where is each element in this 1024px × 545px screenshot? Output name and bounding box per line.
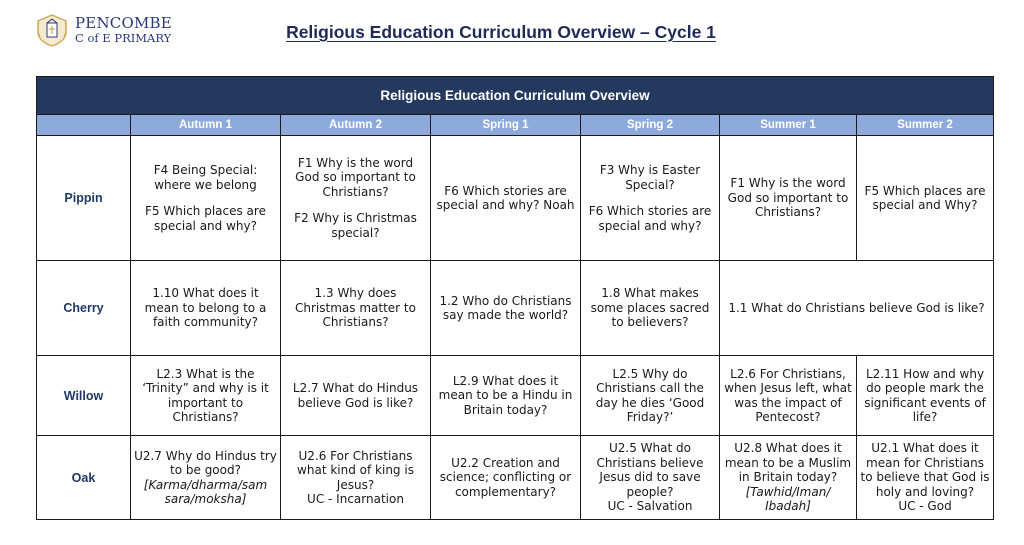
table-row-pippin [37,136,994,261]
term-summer-1: Summer 1 [720,115,857,136]
table-header: Religious Education Curriculum Overview [37,77,994,115]
cell-cherry-autumn-2: 1.3 Why does Christmas matter to Christians? [281,261,431,356]
term-autumn-1: Autumn 1 [131,115,281,136]
school-subtitle: C of E PRIMARY [75,30,172,45]
cell-cherry-summer: 1.1 What do Christians believe God is like? [720,261,994,356]
cell-willow-summer-2: L2.11 How and why do people mark the significant events of life? [857,356,994,436]
term-spring-1: Spring 1 [431,115,581,136]
class-name-oak: Oak [37,436,131,520]
class-name-pippin: Pippin [37,136,131,261]
table-row-willow [37,356,994,436]
cell-oak-spring-1: U2.2 Creation and science; conflicting or complementary? [431,436,581,520]
term-summer-2: Summer 2 [857,115,994,136]
cell-willow-autumn-1: L2.3 What is the ‘Trinity” and why is it important to Christians? [131,356,281,436]
table-row-cherry [37,261,994,356]
cell-willow-summer-1: L2.6 For Christians, when Jesus left, what was the impact of Pentecost? [720,356,857,436]
cell-pippin-spring-1: F6 Which stories are special and why? Noah [431,136,581,261]
cell-pippin-summer-2: F5 Which places are special and Why? [857,136,994,261]
term-spring-2: Spring 2 [581,115,720,136]
cell-cherry-spring-2: 1.8 What makes some places sacred to believers? [581,261,720,356]
curriculum-table [36,76,994,520]
cell-pippin-spring-2: F3 Why is Easter Special? F6 Which stories are special and why? [581,136,720,261]
school-name: PENCOMBE [75,13,172,32]
cell-oak-spring-2: U2.5 What do Christians believe Jesus did to save people? UC - Salvation [581,436,720,520]
cell-oak-summer-2: U2.1 What does it mean for Christians to believe that God is holy and loving? UC - God [857,436,994,520]
page-title: Religious Education Curriculum Overview – Cycle 1 [286,22,716,42]
class-name-willow: Willow [37,356,131,436]
cell-pippin-autumn-1: F4 Being Special: where we belong F5 Which places are special and why? [131,136,281,261]
cell-oak-autumn-1: U2.7 Why do Hindus try to be good? [Karma/dharma/sam sara/moksha] [131,436,281,520]
cell-willow-autumn-2: L2.7 What do Hindus believe God is like? [281,356,431,436]
cell-cherry-spring-1: 1.2 Who do Christians say made the world? [431,261,581,356]
cell-oak-summer-1: U2.8 What does it mean to be a Muslim in Britain today? [Tawhid/Iman/ Ibadah] [720,436,857,520]
class-name-cherry: Cherry [37,261,131,356]
cell-willow-spring-1: L2.9 What does it mean to be a Hindu in Britain today? [431,356,581,436]
table-row-oak [37,436,994,520]
term-header-row [37,115,994,136]
cell-pippin-summer-1: F1 Why is the word God so important to Christians? [720,136,857,261]
cell-oak-autumn-2: U2.6 For Christians what kind of king is Jesus? UC - Incarnation [281,436,431,520]
cell-willow-spring-2: L2.5 Why do Christians call the day he dies ‘Good Friday?’ [581,356,720,436]
term-header-blank [37,115,131,136]
term-autumn-2: Autumn 2 [281,115,431,136]
cell-pippin-autumn-2: F1 Why is the word God so important to Christians? F2 Why is Christmas special? [281,136,431,261]
cell-cherry-autumn-1: 1.10 What does it mean to belong to a faith community? [131,261,281,356]
